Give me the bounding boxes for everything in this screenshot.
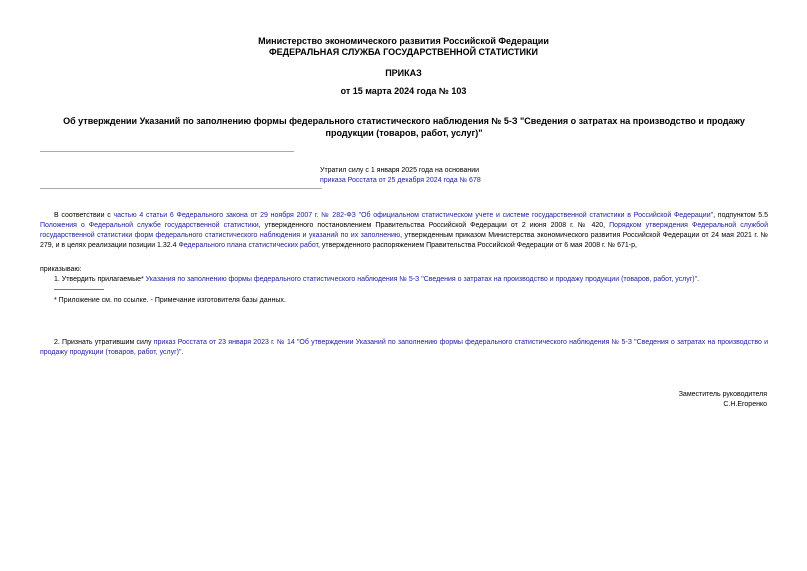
item1-text-1: 1. Утвердить прилагаемые* [54,276,146,283]
expiry-text: Утратил силу с 1 января 2025 года на основании [320,167,480,174]
divider-bottom [40,188,322,189]
preamble-text-4: , утвержденным приказом Министерства экономического развития Российской Федерации от 24 мая 2021 г. № 279, и в целях реализации позиции 1.32.4 [40,232,768,249]
preamble-text-3: , утвержденного постановлением Правительства Российской Федерации от 2 июня 2008 г. № 420, [258,222,610,229]
signatory-position: Заместитель руководителя [678,391,767,398]
ministry-name: Министерство экономического развития Российской Федерации [258,36,549,46]
order-word: приказываю: [40,266,82,273]
federal-plan-link[interactable]: Федерального плана статистических работ [178,242,319,249]
expiry-link[interactable]: приказа Росстата от 25 декабря 2024 года № 678 [320,177,481,184]
signatory-name: С.Н.Егоренко [723,401,767,408]
item2-text-1: 2. Признать утратившим силу [54,339,154,346]
expiry-note [320,166,481,186]
order-item-1 [40,275,768,285]
footnote-divider [54,289,104,290]
item1-text-2: . [697,276,700,283]
document-title: Об утверждении Указаний по заполнению формы федерального статистического наблюдения № 5-З "Сведения о затратах на производство и продажу продукции (товаров, работ, услуг)" [63,116,745,138]
regulation-link[interactable]: Положения о Федеральной службе государственной статистики [40,222,259,229]
preamble-paragraph [40,211,768,251]
instructions-link[interactable]: Указания по заполнению формы федерального статистического наблюдения № 5-З "Сведения о затратах на производство и продажу продукции (товаров, работ, услуг)" [145,276,698,283]
procedure-link[interactable]: Порядком утверждения Федеральной службой государственной статистики форм федерального статистического наблюдения и указаний по их заполнению [40,222,768,239]
footnote-text: * Приложение см. по ссылке. - Примечание изготовителя базы данных. [54,297,286,304]
preamble-text-1: В соответствии с [54,212,114,219]
federal-law-link[interactable]: частью 4 статьи 6 Федерального закона от 29 ноября 2007 г. № 282-ФЗ "Об официальном статистическом учете и системе государственной статистики в Российской Федерации" [113,212,714,219]
item2-text-2: . [181,349,184,356]
repealed-order-link[interactable]: приказ Росстата от 23 января 2023 г. № 14 "Об утверждении Указаний по заполнению формы федерального статистического наблюдения № 5-З "Сведения о затратах на производство и продажу продукции (товаров, работ, услуг)" [40,339,768,356]
preamble-text-5: , утвержденного распоряжением Правительства Российской Федерации от 6 мая 2008 г. № 671-р, [318,242,637,249]
document-type: ПРИКАЗ [385,68,422,78]
divider-top [40,151,294,152]
preamble-text-2: , подпунктом 5.5 [713,212,769,219]
document-date-number: от 15 марта 2024 года № 103 [340,86,467,96]
order-item-2 [40,338,768,358]
service-name: ФЕДЕРАЛЬНАЯ СЛУЖБА ГОСУДАРСТВЕННОЙ СТАТИСТИКИ [269,47,538,57]
